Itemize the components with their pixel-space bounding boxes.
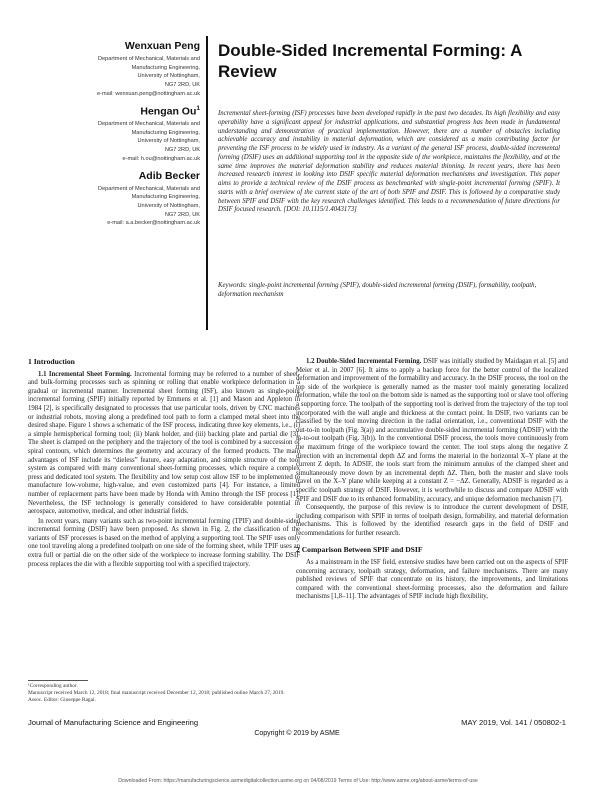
copyright: Copyright © 2019 by ASME (254, 730, 340, 737)
author-email[interactable]: e-mail: a.a.becker@nottingham.ac.uk (107, 220, 200, 227)
author-email[interactable]: e-mail: h.ou@nottingham.ac.uk (122, 155, 200, 162)
author-affiliation: Manufacturing Engineering, (131, 129, 200, 136)
author-footnote-mark: 1 (196, 104, 200, 112)
author-1 (28, 40, 200, 99)
paragraph-text: DSIF was initially studied by Maidagan et al. [5] and Meier et al. in 2007 [6]. It aims to apply a backup force for the better control of the localized deformation and improvement of the formability and accuracy. In the DSIF process, the tool on the top side of the workpiece is generally named as the master tool mainly generating localized deformation, while the tool on the bottom side is named as the supporting tool or slave tool offering a supporting force. The toolpath of the supporting tool is derived from the trajectory of the top tool incorporated with the wall angle and thickness at the contact point. In DSIF, two variants can be classified by the tool moving direction in the radial orientation, i.e., conventional DSIF with the out-to-in toolpath (Fig. 3(a)) and accumulative double-sided incremental forming (ADSIF) with the in-to-out toolpath (Fig. 3(b)). In the conventional DSIF process, the tools move continuously from the maximum fringe of the workpiece toward the center. The tool steps along the negative Z direction with an incremental depth ΔZ and forms the material in the horizontal X–Y plane at the current Z depth. In ADSIF, the tools start from the minimum annulus of the clamped sheet and simultaneously move down by an incremental depth ΔZ. Then, both the master and slave tools travel on the X–Y plane while keeping at a constant Z = −ΔZ. Generally, ADSIF is regarded as a specific toolpath strategy of DSIF. However, it is worthwhile to discuss and compare ADSIF with SPIF and DSIF due to its enhanced formability, accuracy, and unique deformation mechanism [7]. (296, 358, 568, 503)
footnote-manuscript: Manuscript received March 12, 2018; final manuscript received December 12, 2018; published online March 27, 2019. Assoc. Editor: Giuseppe Ragai. (28, 690, 285, 703)
left-column (28, 358, 300, 569)
keywords (218, 282, 560, 300)
footnotes (28, 683, 298, 704)
footnote-rule (28, 680, 88, 681)
title-divider-rule (206, 36, 208, 330)
abstract: Incremental sheet-forming (ISF) processes have been developed rapidly in the past two decades. Its high flexibility and easy operability have a significant appeal for industrial applications, and substantial progress has been made in fundamental understanding and demonstration of practical implementation. However, there are a number of obstacles including achievable accuracy and instability in material deformation, which are considered as a main contributing factor for preventing the ISF process to be widely used in industry. As a variant of the general ISF process, double-sided incremental forming (DSIF) uses an additional supporting tool in the opposite side of the workpiece, maintains the flexibility, and at the same time improves the material deformation stability and reduces material thinning. In recent years, there has been increased research interest in looking into DSIF specific material deformation mechanisms and investigation. This paper aims to provide a technical review of the DSIF process as benchmarked with single-point incremental forming (SPIF). It starts with a brief overview of the current state of the art of both SPIF and DSIF. This is followed by a comparative study between SPIF and DSIF with the key research challenges identified. This leads to a recommendation of future directions for DSIF focused research. [DOI: 10.1115/1.4043173] (218, 110, 560, 214)
author-affiliation: Manufacturing Engineering, (131, 64, 200, 71)
footnote-corresponding: ¹Corresponding author. (28, 683, 78, 689)
authors-block (28, 40, 200, 234)
author-name: Adib Becker (138, 169, 200, 182)
author-affiliation: Department of Mechanical, Materials and (98, 185, 200, 192)
author-email[interactable]: e-mail: wenxuan.peng@nottingham.ac.uk (96, 90, 200, 97)
paper-title: Double-Sided Incremental Forming: A Review (218, 41, 522, 81)
author-affiliation: University of Nottingham, (137, 138, 200, 145)
keywords-text: single-point incremental forming (SPIF), double-sided incremental forming (DSIF), formability, toolpath, deformation mechanism (218, 282, 537, 298)
section-heading-introduction: 1 Introduction (28, 357, 75, 366)
paragraph (28, 371, 300, 517)
right-column (296, 358, 568, 602)
author-2 (28, 105, 200, 164)
subsection-heading: 1.1 Incremental Sheet Forming. (38, 370, 132, 378)
paragraph-text: Incremental forming may be referred to a number of sheet- and bulk-forming processes such as spinning or rolling that enable workpiece deformation in a gradual or incremental manner. Incremental sheet forming (ISF), also known as single-point incremental forming (SPIF) initially reported by Emmens et al. [1] and Mason and Appleton in 1984 [2], is specifically designated to processes that use particular tools, driven by CNC machines or industrial robots, moving along a predefined tool path to form a clamped metal sheet into the desired shape. Figure 1 shows a schematic of the ISF process, indicating three key elements, i.e., (i) a simple hemispherical forming tool; (ii) blank holder, and (iii) backing plate and partial die [3]. The sheet is clamped on the periphery and the trajectory of the tool is combined by a succession of spiral contours, which determines the geometry and accuracy of the formed products. The main advantages of ISF include its “dieless” feature, easy adaptation, and simple structure of the tool system as compared with many conventional sheet-forming processes, which require a complex press and dedicated tool system. The flexibility and low setup cost allow ISF to be implemented to manufacture low-volume, high-value, and even customized parts [4]. For instance, a limited number of replacement parts have been made by Honda with Amino through the ISF process [1]. Nevertheless, the ISF technology is generally considered to have considerable potential in aerospace, automotive, medical, and other industrial fields. (28, 370, 300, 516)
author-affiliation: NG7 2RD, UK (164, 147, 200, 154)
download-notice[interactable]: Downloaded From: https://manufacturingscience.asmedigitalcollection.asme.org on 04/08/2019 Terms of Use: http://www.asme.org/about-asme/terms-of-use (118, 778, 478, 784)
author-affiliation: University of Nottingham, (137, 73, 200, 80)
paragraph: In recent years, many variants such as two-point incremental forming (TPIF) and double-sided incremental forming (DSIF) have been proposed. As shown in Fig. 2, the classification of the variants of ISF processes is based on the method of applying a supporting tool. The SPIF uses only one tool traveling along a predefined toolpath on one side of the forming sheet, while TPIF uses an extra full or partial die on the other side of the workpiece to increase forming stability. The DSIF process replaces the die with a flexible supporting tool with a specified trajectory. (28, 517, 300, 568)
section-heading-comparison: 2 Comparison Between SPIF and DSIF (296, 545, 423, 555)
issue-info: MAY 2019, Vol. 141 / 050802-1 (461, 718, 566, 727)
subsection-heading: 1.2 Double-Sided Incremental Forming. (306, 358, 422, 365)
author-affiliation: NG7 2RD, UK (164, 82, 200, 89)
journal-name: Journal of Manufacturing Science and Engineering (28, 718, 199, 727)
paragraph: Consequently, the purpose of this review is to introduce the current development of DSIF, including comparison with SPIF in terms of toolpath design, formability, and material deformation mechanisms. This is followed by the identified research gaps in the field of DSIF and recommendations for further research. (296, 504, 568, 537)
author-affiliation: Manufacturing Engineering, (131, 194, 200, 201)
author-name: Wenxuan Peng (124, 40, 200, 52)
author-affiliation: Department of Mechanical, Materials and (98, 121, 200, 128)
author-affiliation: University of Nottingham, (137, 202, 200, 209)
author-3 (28, 170, 200, 229)
paragraph: As a mainstream in the ISF field, extensive studies have been carried out on the aspects of SPIF concerning accuracy, toolpath strategy, deformation, and failure mechanisms. There are many published reviews of SPIF that concentrate on its history, the improvements, and limitations compared with the conventional sheet-forming processes, also the deformation and failure mechanisms [1,8–11]. The advantages of SPIF include high flexibility, (296, 559, 568, 601)
author-affiliation: Department of Mechanical, Materials and (98, 56, 200, 62)
author-name: Hengan Ou$^1$ (140, 104, 200, 118)
keywords-label: Keywords: (218, 282, 248, 289)
paragraph (296, 358, 568, 504)
author-affiliation: NG7 2RD, UK (164, 211, 200, 218)
